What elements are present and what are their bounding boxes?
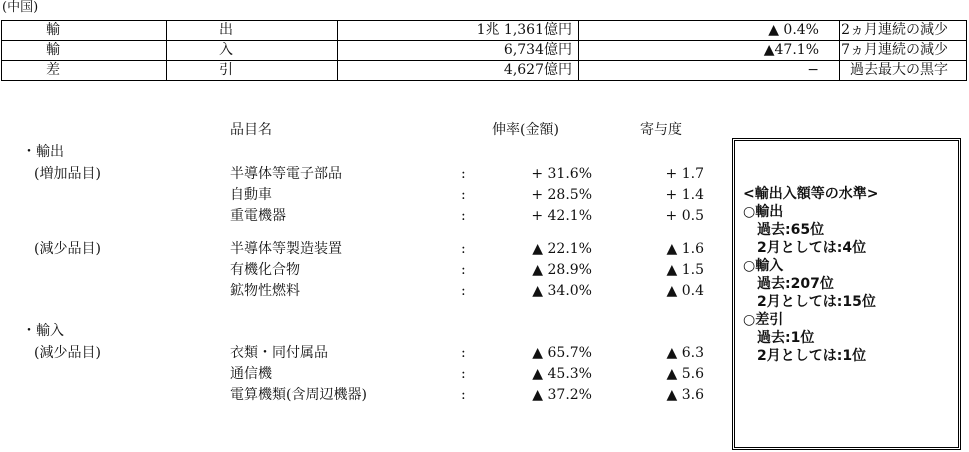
- item-colon: :: [461, 241, 466, 257]
- group-label-decrease: (減少品目): [34, 345, 101, 361]
- item-contribution: ▲ 1.5: [666, 262, 704, 278]
- item-name: 鉱物性燃料: [230, 283, 300, 299]
- item-rate: + 28.5%: [531, 187, 592, 203]
- item-colon: :: [461, 283, 466, 299]
- level-entry-feb-rank: 2月としては:15位: [757, 294, 876, 310]
- item-rate: + 31.6%: [531, 166, 592, 182]
- level-entry-feb-rank: 2月としては:4位: [757, 240, 867, 256]
- summary-cell-note: 7ヵ月連続の減少: [840, 41, 967, 61]
- item-rate: ▲ 65.7%: [532, 345, 592, 361]
- item-colon: :: [461, 387, 466, 403]
- item-name: 半導体等電子部品: [230, 166, 342, 182]
- level-entry-head: ○差引: [743, 312, 784, 328]
- level-entry-past-rank: 過去:1位: [757, 330, 815, 346]
- item-rate: ▲ 22.1%: [532, 241, 592, 257]
- item-name: 重電機器: [230, 208, 286, 224]
- item-colon: :: [461, 262, 466, 278]
- section-label-export: ・輸出: [22, 144, 64, 160]
- group-label-decrease: (減少品目): [34, 241, 101, 257]
- summary-cell-rate: ▲47.1%: [579, 41, 840, 61]
- item-name: 有機化合物: [230, 262, 300, 278]
- summary-cell-label1: 輸: [2, 41, 167, 61]
- item-colon: :: [461, 208, 466, 224]
- summary-cell-label2: 入: [167, 41, 338, 61]
- summary-cell-label1: 差: [2, 61, 167, 81]
- summary-row-balance: [2, 61, 967, 81]
- summary-cell-note: 過去最大の黒字: [840, 61, 967, 81]
- item-name: 自動車: [230, 187, 272, 203]
- item-colon: :: [461, 345, 466, 361]
- item-rate: + 42.1%: [531, 208, 592, 224]
- item-name: 衣類・同付属品: [230, 345, 328, 361]
- column-header-growth-rate: 伸率(金額): [492, 122, 559, 138]
- item-rate: ▲ 45.3%: [532, 366, 592, 382]
- summary-cell-label2: 出: [167, 21, 338, 41]
- item-rate: ▲ 37.2%: [532, 387, 592, 403]
- summary-cell-rate: ▲ 0.4%: [579, 21, 840, 41]
- level-entry-past-rank: 過去:65位: [757, 222, 825, 238]
- item-contribution: ▲ 3.6: [666, 387, 704, 403]
- item-name: 半導体等製造装置: [230, 241, 342, 257]
- section-label-import: ・輸入: [22, 323, 64, 339]
- summary-cell-rate: −: [579, 61, 840, 81]
- item-contribution: + 1.4: [665, 187, 704, 203]
- item-name: 通信機: [230, 366, 272, 382]
- item-colon: :: [461, 166, 466, 182]
- summary-table: [1, 20, 967, 81]
- item-colon: :: [461, 187, 466, 203]
- item-rate: ▲ 28.9%: [532, 262, 592, 278]
- summary-cell-label1: 輸: [2, 21, 167, 41]
- item-contribution: + 0.5: [665, 208, 704, 224]
- column-header-item-name: 品目名: [230, 122, 272, 138]
- item-contribution: ▲ 5.6: [666, 366, 704, 382]
- group-label-increase: (増加品目): [34, 166, 101, 182]
- summary-cell-amount: 1兆 1,361億円: [338, 21, 579, 41]
- trade-level-box: [732, 138, 961, 450]
- level-entry-feb-rank: 2月としては:1位: [757, 348, 867, 364]
- item-colon: :: [461, 366, 466, 382]
- level-entry-head: ○輸出: [743, 204, 784, 220]
- item-contribution: ▲ 0.4: [666, 283, 704, 299]
- summary-cell-note: 2ヵ月連続の減少: [840, 21, 967, 41]
- item-rate: ▲ 34.0%: [532, 283, 592, 299]
- item-contribution: ▲ 6.3: [666, 345, 704, 361]
- summary-cell-amount: 6,734億円: [338, 41, 579, 61]
- item-contribution: + 1.7: [665, 166, 704, 182]
- level-entry-past-rank: 過去:207位: [757, 276, 834, 292]
- column-header-contribution: 寄与度: [640, 122, 682, 138]
- item-name: 電算機類(含周辺機器): [230, 387, 367, 403]
- level-entry-head: ○輸入: [743, 258, 784, 274]
- summary-cell-label2: 引: [167, 61, 338, 81]
- summary-row-import: [2, 41, 967, 61]
- item-contribution: ▲ 1.6: [666, 241, 704, 257]
- level-box-title: <輸出入額等の水準>: [743, 186, 879, 202]
- region-label: (中国): [2, 0, 39, 15]
- summary-cell-amount: 4,627億円: [338, 61, 579, 81]
- summary-row-export: [2, 21, 967, 41]
